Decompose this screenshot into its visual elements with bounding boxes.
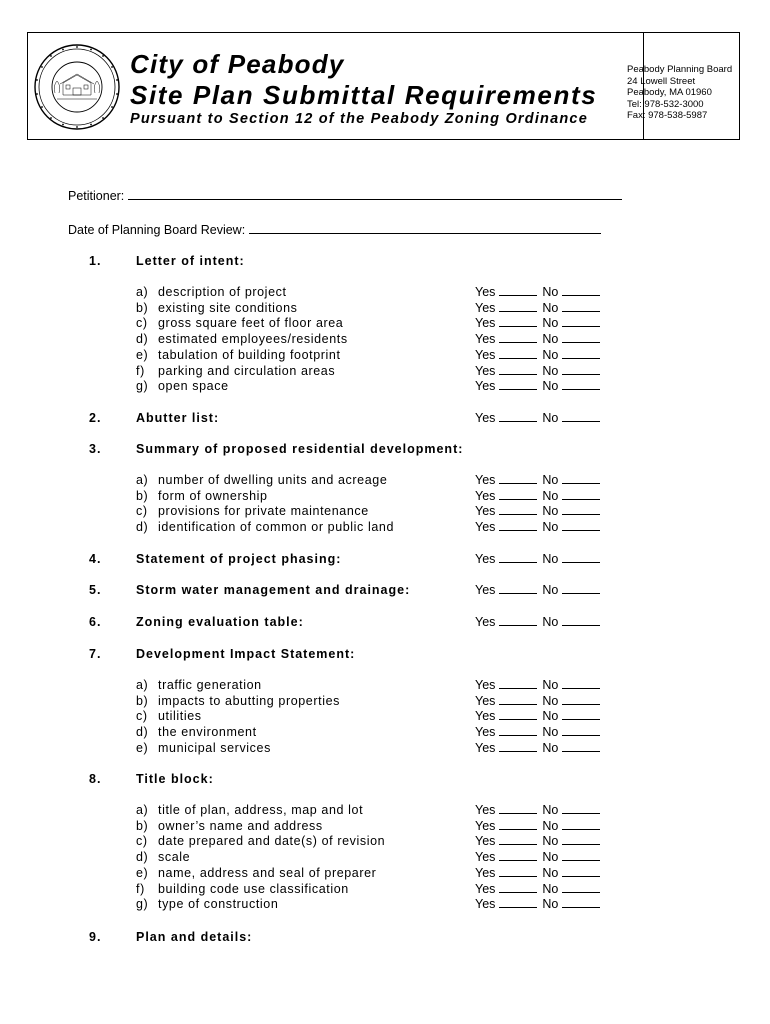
yes-label: Yes — [475, 301, 496, 315]
item-text: estimated employees/residents — [158, 332, 348, 346]
yes-no-field — [475, 615, 600, 629]
item-letter: d) — [136, 520, 149, 534]
item-letter: d) — [136, 725, 149, 739]
no-blank[interactable] — [562, 867, 600, 877]
item-letter: e) — [136, 866, 149, 880]
yes-label: Yes — [475, 520, 496, 534]
requirement-item — [136, 489, 268, 503]
item-text: provisions for private maintenance — [158, 504, 369, 518]
no-blank[interactable] — [562, 474, 600, 484]
item-letter: a) — [136, 473, 149, 487]
yes-blank[interactable] — [499, 710, 537, 720]
yes-no-field — [475, 316, 600, 330]
item-text: owner’s name and address — [158, 819, 323, 833]
yes-blank[interactable] — [499, 365, 537, 375]
item-letter: f) — [136, 882, 145, 896]
item-text: building code use classification — [158, 882, 349, 896]
section-title: Plan and details: — [136, 930, 253, 944]
no-label: No — [542, 709, 559, 723]
yes-label: Yes — [475, 473, 496, 487]
requirement-item — [136, 473, 387, 487]
yes-no-field — [475, 348, 600, 362]
yes-no-field — [475, 364, 600, 378]
yes-no-field — [475, 897, 600, 911]
petitioner-label: Petitioner: — [68, 189, 125, 203]
yes-label: Yes — [475, 489, 496, 503]
no-label: No — [542, 725, 559, 739]
yes-no-field — [475, 678, 600, 692]
item-text: tabulation of building footprint — [158, 348, 341, 362]
no-blank[interactable] — [562, 742, 600, 752]
yes-label: Yes — [475, 882, 496, 896]
petitioner-row — [68, 189, 622, 203]
yes-no-field — [475, 882, 600, 896]
yes-blank[interactable] — [499, 616, 537, 626]
no-label: No — [542, 834, 559, 848]
no-label: No — [542, 316, 559, 330]
yes-label: Yes — [475, 348, 496, 362]
yes-no-field — [475, 834, 600, 848]
yes-no-field — [475, 379, 600, 393]
yes-label: Yes — [475, 866, 496, 880]
yes-blank[interactable] — [499, 835, 537, 845]
yes-blank[interactable] — [499, 584, 537, 594]
no-blank[interactable] — [562, 412, 600, 422]
no-blank[interactable] — [562, 898, 600, 908]
no-blank[interactable] — [562, 365, 600, 375]
yes-blank[interactable] — [499, 380, 537, 390]
requirement-item — [136, 301, 297, 315]
page-title: City of Peabody — [130, 49, 345, 79]
yes-label: Yes — [475, 850, 496, 864]
yes-no-field — [475, 489, 600, 503]
item-letter: e) — [136, 348, 149, 362]
contact-block — [627, 64, 732, 122]
item-text: identification of common or public land — [158, 520, 395, 534]
contact-line: Peabody, MA 01960 — [627, 87, 712, 99]
no-label: No — [542, 285, 559, 299]
contact-line: Peabody Planning Board — [627, 64, 733, 75]
no-blank[interactable] — [562, 851, 600, 861]
requirement-item — [136, 725, 257, 739]
yes-label: Yes — [475, 678, 496, 692]
document-title: Site Plan Submittal Requirements — [130, 80, 598, 110]
section-number: 9. — [89, 930, 102, 944]
requirement-item — [136, 819, 323, 833]
no-blank[interactable] — [562, 835, 600, 845]
yes-no-field — [475, 583, 600, 597]
requirement-item — [136, 850, 190, 864]
item-letter: d) — [136, 332, 149, 346]
no-blank[interactable] — [562, 695, 600, 705]
item-text: gross square feet of floor area — [158, 316, 344, 330]
item-letter: b) — [136, 819, 149, 833]
item-letter: g) — [136, 379, 149, 393]
requirement-item — [136, 520, 394, 534]
review-date-label: Date of Planning Board Review: — [68, 223, 246, 237]
yes-blank[interactable] — [499, 742, 537, 752]
yes-label: Yes — [475, 694, 496, 708]
yes-label: Yes — [475, 615, 496, 629]
requirement-item — [136, 678, 262, 692]
yes-label: Yes — [475, 819, 496, 833]
no-label: No — [542, 332, 559, 346]
yes-no-field — [475, 694, 600, 708]
section-title: Statement of project phasing: — [136, 552, 342, 566]
item-text: title of plan, address, map and lot — [158, 803, 364, 817]
yes-blank[interactable] — [499, 679, 537, 689]
yes-blank[interactable] — [499, 851, 537, 861]
yes-blank[interactable] — [499, 505, 537, 515]
item-letter: c) — [136, 504, 148, 518]
requirement-item — [136, 834, 385, 848]
yes-blank[interactable] — [499, 302, 537, 312]
no-blank[interactable] — [562, 505, 600, 515]
requirement-item — [136, 285, 287, 299]
no-blank[interactable] — [562, 302, 600, 312]
yes-label: Yes — [475, 834, 496, 848]
yes-label: Yes — [475, 316, 496, 330]
yes-blank[interactable] — [499, 286, 537, 296]
section-number: 5. — [89, 583, 102, 597]
item-letter: b) — [136, 301, 149, 315]
yes-blank[interactable] — [499, 695, 537, 705]
requirement-item — [136, 897, 278, 911]
yes-no-field — [475, 819, 600, 833]
yes-label: Yes — [475, 583, 496, 597]
item-letter: c) — [136, 834, 148, 848]
contact-line: Tel: 978-532-3000 — [627, 98, 704, 110]
item-letter: c) — [136, 709, 148, 723]
review-date-field[interactable] — [249, 223, 601, 234]
requirement-item — [136, 882, 349, 896]
requirement-item — [136, 694, 340, 708]
no-label: No — [542, 615, 559, 629]
item-text: type of construction — [158, 897, 279, 911]
requirement-item — [136, 332, 348, 346]
item-letter: b) — [136, 489, 149, 503]
item-letter: d) — [136, 850, 149, 864]
yes-no-field — [475, 285, 600, 299]
section-number: 4. — [89, 552, 102, 566]
item-letter: e) — [136, 741, 149, 755]
requirement-item — [136, 364, 335, 378]
yes-no-field — [475, 473, 600, 487]
item-text: utilities — [158, 709, 202, 723]
no-blank[interactable] — [562, 553, 600, 563]
section-number: 6. — [89, 615, 102, 629]
yes-no-field — [475, 866, 600, 880]
item-text: impacts to abutting properties — [158, 694, 340, 708]
petitioner-field[interactable] — [128, 189, 622, 200]
section-title: Zoning evaluation table: — [136, 615, 304, 629]
requirement-item — [136, 379, 229, 393]
item-text: description of project — [158, 285, 287, 299]
no-blank[interactable] — [562, 679, 600, 689]
yes-blank[interactable] — [499, 726, 537, 736]
yes-blank[interactable] — [499, 317, 537, 327]
yes-no-field — [475, 741, 600, 755]
requirement-item — [136, 803, 363, 817]
no-blank[interactable] — [562, 333, 600, 343]
section-title: Title block: — [136, 772, 214, 786]
section-title: Storm water management and drainage: — [136, 583, 411, 597]
yes-blank[interactable] — [499, 883, 537, 893]
no-label: No — [542, 473, 559, 487]
item-letter: b) — [136, 694, 149, 708]
item-text: the environment — [158, 725, 257, 739]
no-label: No — [542, 504, 559, 518]
item-letter: c) — [136, 316, 148, 330]
document-subtitle: Pursuant to Section 12 of the Peabody Zoning Ordinance — [130, 111, 588, 127]
yes-label: Yes — [475, 709, 496, 723]
item-text: name, address and seal of preparer — [158, 866, 377, 880]
yes-label: Yes — [475, 897, 496, 911]
no-label: No — [542, 520, 559, 534]
item-letter: a) — [136, 285, 149, 299]
item-text: form of ownership — [158, 489, 268, 503]
no-label: No — [542, 489, 559, 503]
section-title: Abutter list: — [136, 411, 220, 425]
no-blank[interactable] — [562, 380, 600, 390]
no-label: No — [542, 803, 559, 817]
city-seal-icon — [33, 43, 121, 131]
requirement-item — [136, 709, 202, 723]
no-blank[interactable] — [562, 349, 600, 359]
review-date-row — [68, 223, 601, 237]
requirement-item — [136, 866, 376, 880]
yes-blank[interactable] — [499, 898, 537, 908]
contact-line: 24 Lowell Street — [627, 75, 696, 87]
item-letter: a) — [136, 803, 149, 817]
no-blank[interactable] — [562, 490, 600, 500]
yes-label: Yes — [475, 285, 496, 299]
item-text: open space — [158, 379, 229, 393]
yes-label: Yes — [475, 504, 496, 518]
document-header — [27, 32, 740, 140]
section-number: 2. — [89, 411, 102, 425]
yes-label: Yes — [475, 741, 496, 755]
yes-blank[interactable] — [499, 412, 537, 422]
item-text: scale — [158, 850, 191, 864]
item-text: traffic generation — [158, 678, 262, 692]
no-blank[interactable] — [562, 616, 600, 626]
item-text: date prepared and date(s) of revision — [158, 834, 386, 848]
yes-no-field — [475, 552, 600, 566]
item-text: existing site conditions — [158, 301, 298, 315]
yes-label: Yes — [475, 379, 496, 393]
no-label: No — [542, 897, 559, 911]
requirement-item — [136, 504, 369, 518]
yes-blank[interactable] — [499, 490, 537, 500]
yes-blank[interactable] — [499, 521, 537, 531]
no-label: No — [542, 301, 559, 315]
requirement-item — [136, 316, 343, 330]
no-label: No — [542, 364, 559, 378]
no-blank[interactable] — [562, 317, 600, 327]
yes-label: Yes — [475, 725, 496, 739]
no-label: No — [542, 850, 559, 864]
yes-label: Yes — [475, 364, 496, 378]
yes-blank[interactable] — [499, 804, 537, 814]
item-text: parking and circulation areas — [158, 364, 336, 378]
no-label: No — [542, 348, 559, 362]
section-number: 7. — [89, 647, 102, 661]
no-label: No — [542, 866, 559, 880]
no-label: No — [542, 741, 559, 755]
section-number: 1. — [89, 254, 102, 268]
item-text: municipal services — [158, 741, 271, 755]
yes-no-field — [475, 850, 600, 864]
section-title: Development Impact Statement: — [136, 647, 356, 661]
yes-no-field — [475, 803, 600, 817]
no-blank[interactable] — [562, 521, 600, 531]
yes-blank[interactable] — [499, 333, 537, 343]
no-blank[interactable] — [562, 883, 600, 893]
no-label: No — [542, 819, 559, 833]
no-blank[interactable] — [562, 804, 600, 814]
yes-blank[interactable] — [499, 474, 537, 484]
no-label: No — [542, 411, 559, 425]
yes-label: Yes — [475, 803, 496, 817]
no-label: No — [542, 694, 559, 708]
no-blank[interactable] — [562, 286, 600, 296]
no-label: No — [542, 552, 559, 566]
yes-no-field — [475, 520, 600, 534]
yes-no-field — [475, 301, 600, 315]
no-label: No — [542, 379, 559, 393]
no-blank[interactable] — [562, 820, 600, 830]
no-blank[interactable] — [562, 584, 600, 594]
yes-no-field — [475, 411, 600, 425]
yes-blank[interactable] — [499, 820, 537, 830]
section-title: Summary of proposed residential development: — [136, 442, 464, 456]
no-label: No — [542, 583, 559, 597]
no-blank[interactable] — [562, 710, 600, 720]
yes-blank[interactable] — [499, 349, 537, 359]
yes-label: Yes — [475, 411, 496, 425]
requirement-item — [136, 348, 341, 362]
section-number: 3. — [89, 442, 102, 456]
yes-blank[interactable] — [499, 867, 537, 877]
no-label: No — [542, 678, 559, 692]
no-blank[interactable] — [562, 726, 600, 736]
yes-label: Yes — [475, 332, 496, 346]
section-title: Letter of intent: — [136, 254, 245, 268]
yes-no-field — [475, 709, 600, 723]
item-text: number of dwelling units and acreage — [158, 473, 388, 487]
yes-no-field — [475, 725, 600, 739]
title-block — [124, 33, 644, 139]
section-number: 8. — [89, 772, 102, 786]
no-label: No — [542, 882, 559, 896]
yes-label: Yes — [475, 552, 496, 566]
contact-line: Fax: 978-538-5987 — [627, 110, 708, 122]
yes-no-field — [475, 332, 600, 346]
item-letter: f) — [136, 364, 145, 378]
item-letter: a) — [136, 678, 149, 692]
yes-blank[interactable] — [499, 553, 537, 563]
item-letter: g) — [136, 897, 149, 911]
requirement-item — [136, 741, 271, 755]
yes-no-field — [475, 504, 600, 518]
